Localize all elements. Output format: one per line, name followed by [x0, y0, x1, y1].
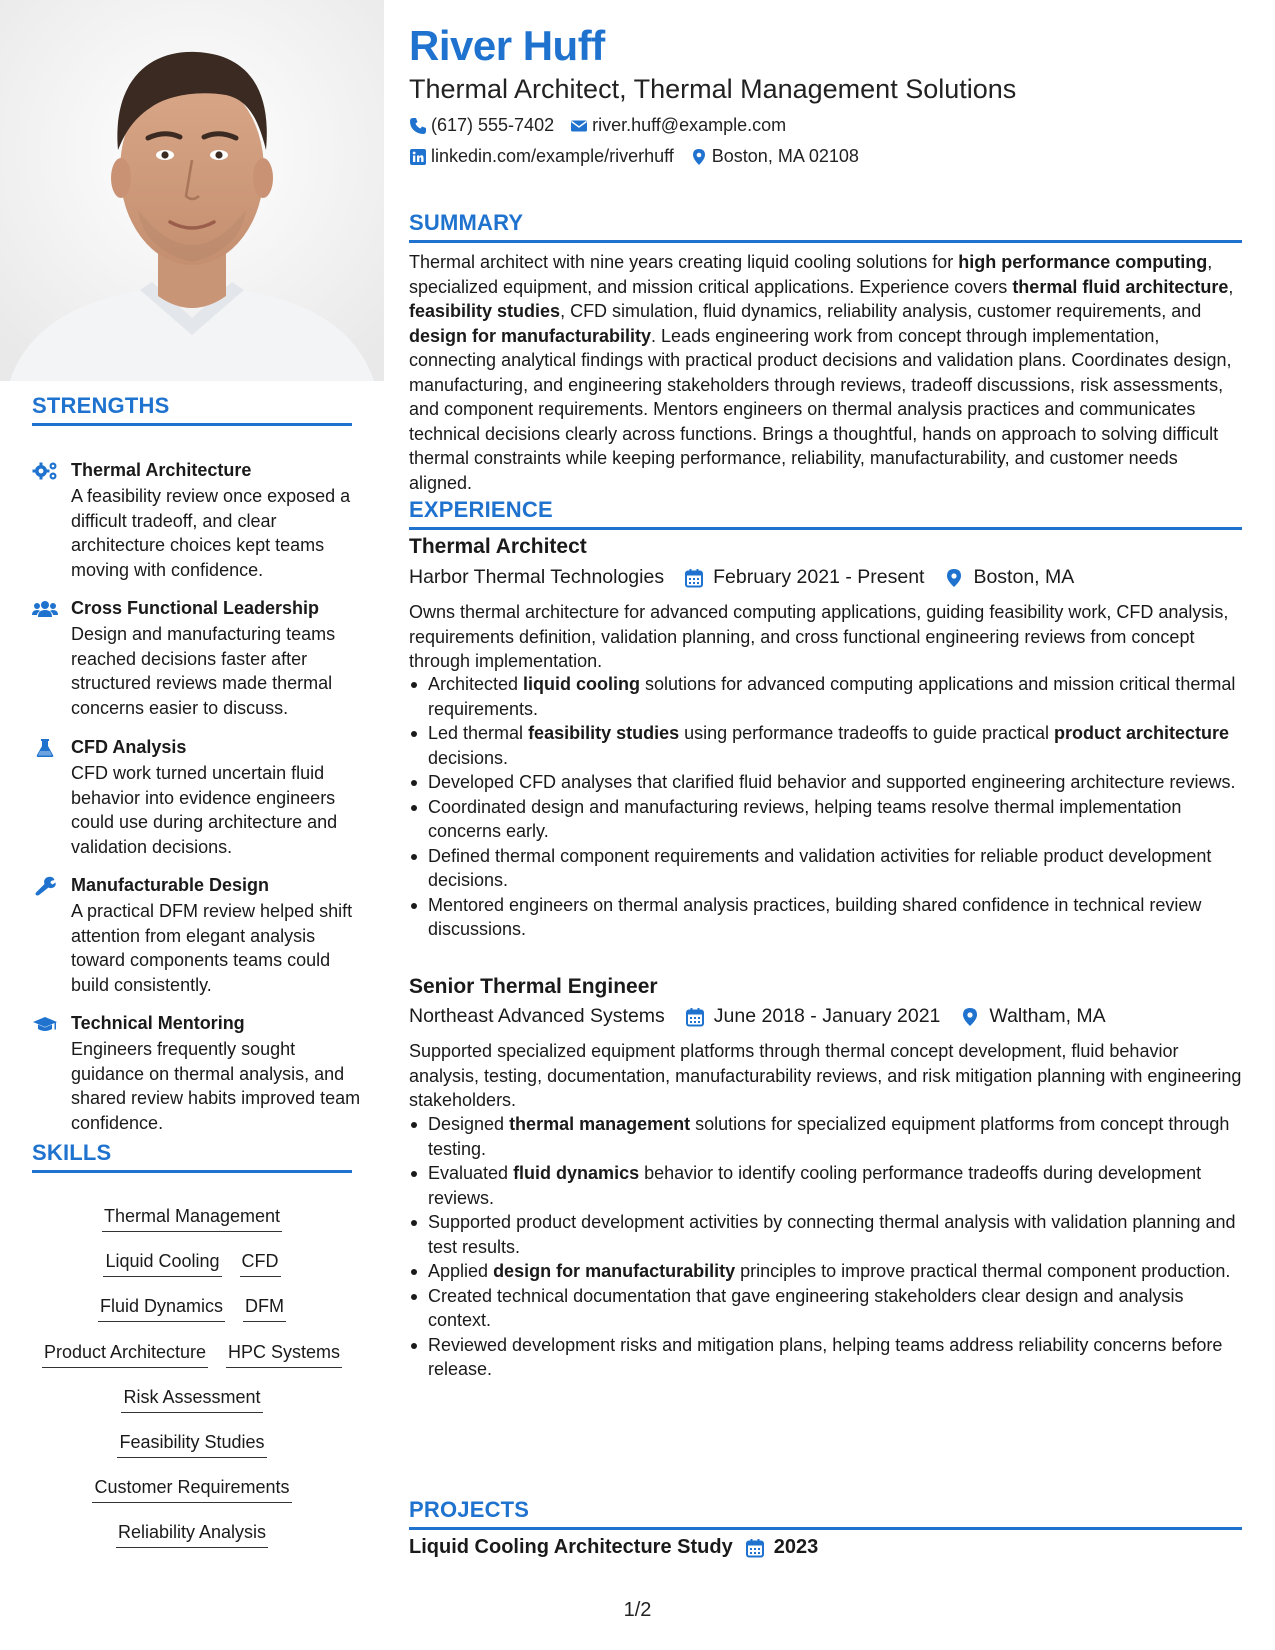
email-address: river.huff@example.com [592, 115, 787, 135]
page-number: 1/2 [623, 1599, 652, 1621]
skill-tag: Reliability Analysis [116, 1521, 268, 1548]
email-contact[interactable] [570, 115, 786, 136]
job-bullets [409, 1112, 1242, 1382]
calendar-icon [745, 1538, 765, 1558]
strength-name: Manufacturable Design [71, 875, 270, 895]
skill-row [32, 1205, 352, 1250]
section-divider [32, 423, 352, 426]
strength-description: CFD work turned uncertain fluid behavior into evidence engineers could use during architecture and validation decisions. [71, 763, 338, 857]
wrench-icon [32, 876, 58, 896]
strength-name: Cross Functional Leadership [71, 598, 320, 618]
project-name: Liquid Cooling Architecture Study [409, 1536, 733, 1558]
location-contact [690, 146, 859, 167]
skill-tag: Fluid Dynamics [98, 1295, 225, 1322]
linkedin-icon [409, 148, 427, 166]
skill-row [32, 1521, 352, 1566]
bullet-item: Mentored engineers on thermal analysis practices, building shared confidence in technical review discussions. [409, 893, 1242, 942]
bullet-item: Designed thermal management solutions for specialized equipment platforms from concept through testing. [409, 1112, 1242, 1161]
strengths-section [32, 393, 352, 426]
map-pin-icon [944, 568, 964, 588]
bullet-item: Architected liquid cooling solutions for advanced computing applications and mission critical thermal requirements. [409, 672, 1242, 721]
summary-heading: SUMMARY [409, 210, 524, 235]
bullet-item: Applied design for manufacturability principles to improve practical thermal component production. [409, 1259, 1242, 1284]
flask-icon [32, 738, 58, 758]
bullet-item: Defined thermal component requirements and validation activities for reliable product development decisions. [409, 844, 1242, 893]
section-divider [32, 1170, 352, 1173]
job-bullets [409, 672, 1242, 942]
project-year: 2023 [773, 1536, 819, 1558]
skill-tag: Risk Assessment [121, 1386, 262, 1413]
strength-name: Thermal Architecture [71, 460, 252, 480]
section-divider [409, 240, 1242, 243]
job-location: Waltham, MA [989, 1005, 1106, 1027]
phone-number: (617) 555-7402 [431, 115, 555, 135]
contact-row [409, 115, 786, 136]
skill-tag: Liquid Cooling [103, 1250, 221, 1277]
map-pin-icon [690, 148, 708, 166]
skill-tag: HPC Systems [226, 1341, 342, 1368]
skills-section [32, 1140, 352, 1173]
candidate-headline: Thermal Architect, Thermal Management Solutions [409, 74, 1017, 104]
linkedin-url: linkedin.com/example/riverhuff [431, 146, 674, 166]
strengths-heading: STRENGTHS [32, 393, 170, 418]
candidate-name: River Huff [409, 22, 605, 69]
summary-section [409, 210, 1242, 243]
job-location: Boston, MA [973, 566, 1075, 588]
section-divider [409, 1527, 1242, 1530]
projects-section [409, 1497, 1242, 1530]
phone-contact[interactable] [409, 115, 554, 136]
users-icon [32, 599, 58, 619]
skill-tag: DFM [243, 1295, 286, 1322]
bullet-item: Evaluated fluid dynamics behavior to identify cooling performance tradeoffs during development reviews. [409, 1161, 1242, 1210]
left-column [0, 0, 384, 1650]
strength-description: A practical DFM review helped shift attention from elegant analysis toward components teams could build consistently. [71, 901, 353, 995]
bullet-item: Created technical documentation that gave engineering stakeholders clear design and analysis context. [409, 1284, 1242, 1333]
strength-description: Design and manufacturing teams reached decisions faster after structured reviews made thermal concerns easier to discuss. [71, 624, 336, 718]
skill-row [32, 1295, 352, 1340]
calendar-icon [685, 1007, 705, 1027]
skill-tag: CFD [240, 1250, 281, 1277]
skill-tag: Customer Requirements [92, 1476, 291, 1503]
projects-heading: PROJECTS [409, 1497, 530, 1522]
skill-row [32, 1476, 352, 1521]
skill-tag: Feasibility Studies [117, 1431, 266, 1458]
job-description: Owns thermal architecture for advanced computing applications, guiding feasibility work, CFD analysis, requirements definition, validation planning, and cross functional engineering reviews from concept through implementation. [409, 602, 1229, 671]
experience-section [409, 497, 1242, 530]
job-dates: February 2021 - Present [713, 566, 925, 588]
project-item [409, 1536, 818, 1559]
contact-row [409, 146, 859, 167]
strength-name: CFD Analysis [71, 737, 187, 757]
company-name: Northeast Advanced Systems [409, 1005, 665, 1027]
skills-list [32, 1205, 352, 1567]
job-title: Thermal Architect [409, 535, 587, 558]
job-dates: June 2018 - January 2021 [713, 1005, 941, 1027]
skill-row [32, 1431, 352, 1476]
linkedin-contact[interactable] [409, 146, 674, 167]
summary-paragraph: Thermal architect with nine years creating liquid cooling solutions for high performance computing, specialized equipment, and mission critical applications. Experience covers thermal fluid architecture, feasibility studies, CFD simulation, fluid dynamics, reliability analysis, customer requirements, and design for manufacturability. Leads engineering work from concept through implementation, connecting analytical findings with practical product decisions and validation plans. Coordinates design, manufacturing, and engineering stakeholders through reviews, tradeoff discussions, risk assessments, and component requirements. Mentors engineers on thermal analysis practices and communicates technical decisions clearly across functions. Brings a thoughtful, hands on approach to solving difficult thermal constraints while keeping performance, reliability, manufacturability, and customer needs aligned. [409, 252, 1234, 493]
job-description: Supported specialized equipment platforms through thermal concept development, fluid behavior analysis, testing, documentation, manufacturability reviews, and risk mitigation planning with engineering stakeholders. [409, 1041, 1242, 1110]
bullet-item: Coordinated design and manufacturing reviews, helping teams resolve thermal implementation concerns early. [409, 795, 1242, 844]
strength-description: A feasibility review once exposed a difficult tradeoff, and clear architecture choices kept teams moving with confidence. [71, 486, 351, 580]
bullet-item: Reviewed development risks and mitigation plans, helping teams address reliability concerns before release. [409, 1333, 1242, 1382]
map-pin-icon [960, 1007, 980, 1027]
skill-tag: Product Architecture [42, 1341, 208, 1368]
company-name: Harbor Thermal Technologies [409, 566, 665, 588]
phone-icon [409, 117, 427, 135]
job-meta [409, 566, 1074, 589]
location-text: Boston, MA 02108 [711, 146, 859, 166]
strength-name: Technical Mentoring [71, 1013, 245, 1033]
envelope-icon [570, 117, 588, 135]
skill-row [32, 1341, 352, 1386]
strength-description: Engineers frequently sought guidance on thermal analysis, and shared review habits improved team confidence. [71, 1039, 361, 1133]
skill-row [32, 1250, 352, 1295]
profile-photo [0, 0, 384, 381]
graduation-cap-icon [32, 1014, 58, 1034]
job-title: Senior Thermal Engineer [409, 975, 658, 998]
experience-heading: EXPERIENCE [409, 497, 553, 522]
skills-heading: SKILLS [32, 1140, 112, 1165]
job-meta [409, 1005, 1106, 1028]
calendar-icon [684, 568, 704, 588]
bullet-item: Supported product development activities by connecting thermal analysis with validation planning and test results. [409, 1210, 1242, 1259]
bullet-item: Led thermal feasibility studies using performance tradeoffs to guide practical product architecture decisions. [409, 721, 1242, 770]
bullet-item: Developed CFD analyses that clarified fluid behavior and supported engineering architecture reviews. [409, 770, 1242, 795]
skill-row [32, 1386, 352, 1431]
gears-icon [32, 461, 58, 481]
skill-tag: Thermal Management [102, 1205, 282, 1232]
section-divider [409, 527, 1242, 530]
